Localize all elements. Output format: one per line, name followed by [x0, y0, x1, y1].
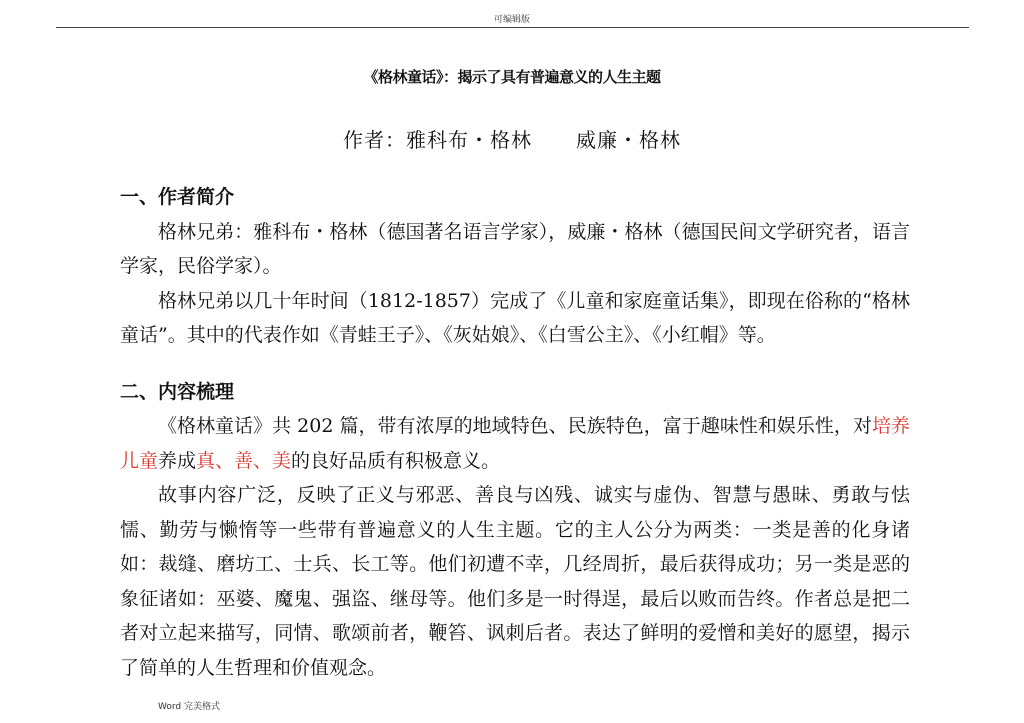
paragraph-overview — [120, 409, 910, 478]
author-wilhelm: 威廉・格林 — [576, 128, 681, 152]
author-line — [0, 124, 1024, 153]
paragraph-themes: 故事内容广泛，反映了正义与邪恶、善良与凶残、诚实与虚伪、智慧与愚昧、勇敢与怯懦、勤劳与懒惰等一些带有普遍意义的人生主题。它的主人公分为两类：一类是善的化身诸如：裁缝、磨坊工、士兵、长工等。他们初遭不幸，几经周折，最后获得成功；另一类是恶的象征诸如：巫婆、魔鬼、强盗、继母等。他们多是一时得逞，最后以败而告终。作者总是把二者对立起来描写，同情、歌颂前者，鞭笞、讽刺后者。表达了鲜明的爱憎和美好的愿望，揭示了简单的人生哲理和价值观念。 — [120, 484, 910, 679]
section-heading-author-intro: 一、作者简介 — [120, 186, 235, 208]
page-header: 可编辑版 — [493, 15, 530, 25]
paragraph-collection: 格林兄弟以几十年时间（1812-1857）完成了《儿童和家庭童话集》，即现在俗称的“格林童话”。其中的代表作如《青蛙王子》、《灰姑娘》、《白雪公主》、《小红帽》等。 — [120, 289, 910, 346]
page-footer: Word 完美格式 — [158, 702, 220, 712]
highlight-truth-goodness-beauty: 真、善、美 — [196, 449, 292, 472]
section-heading-content: 二、内容梳理 — [120, 380, 235, 403]
overview-text-c: 的良好品质有积极意义。 — [291, 449, 501, 472]
overview-text-b: 养成 — [158, 449, 197, 472]
highlight-cultivate-children: 培养儿童 — [120, 415, 910, 472]
document-body — [120, 180, 910, 685]
author-prefix: 作者： — [343, 128, 406, 152]
header-divider — [56, 27, 969, 28]
paragraph-brothers-intro: 格林兄弟：雅科布・格林（德国著名语言学家），威廉・格林（德国民间文学研究者，语言学家，民俗学家）。 — [120, 220, 910, 277]
document-title: 《格林童话》：揭示了具有普遍意义的人生主题 — [363, 68, 661, 86]
overview-text-a: 《格林童话》共 202 篇，带有浓厚的地域特色、民族特色，富于趣味性和娱乐性，对 — [158, 415, 872, 437]
author-jacob: 雅科布・格林 — [406, 128, 532, 152]
